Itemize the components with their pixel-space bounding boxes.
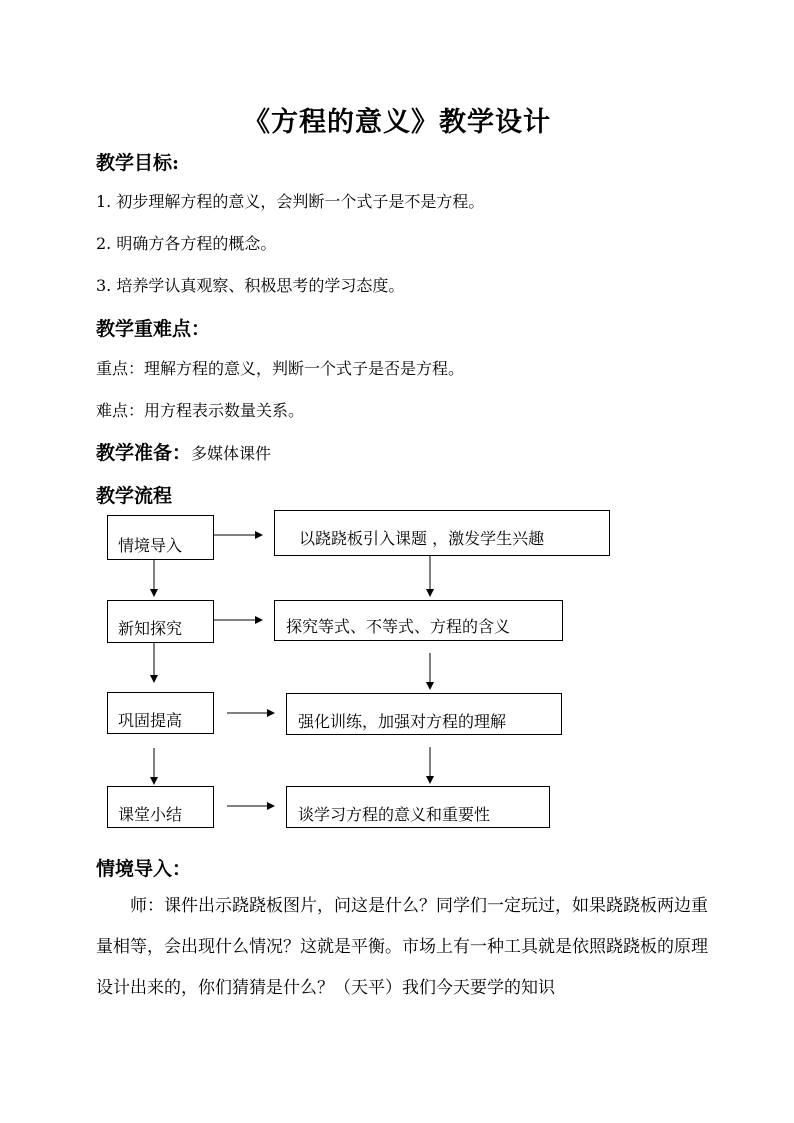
flow-heading: 教学流程	[96, 485, 173, 507]
flow-stage-box-2	[107, 600, 214, 643]
flow-stage-box-4	[107, 786, 214, 828]
flow-stage-label-2: 新知探究	[118, 619, 183, 638]
objectives-heading: 教学目标:	[96, 152, 180, 174]
preparation-line	[96, 438, 271, 465]
flow-stage-box-3	[107, 692, 214, 734]
intro-heading: 情境导入：	[96, 858, 192, 880]
preparation-value: 多媒体课件	[191, 444, 272, 463]
page-title: 《方程的意义》教学设计	[243, 107, 551, 138]
key-point-focus: 重点：理解方程的意义，判断一个式子是否是方程。	[96, 359, 465, 378]
flow-desc-box-1	[274, 510, 610, 556]
flow-stage-label-3: 巩固提高	[118, 711, 183, 730]
flow-desc-label-1: 以跷跷板引入课题 ，激发学生兴趣	[299, 529, 545, 548]
flow-desc-box-4	[286, 786, 550, 828]
preparation-heading: 教学准备：	[96, 442, 192, 464]
flow-desc-label-4: 谈学习方程的意义和重要性	[298, 805, 491, 824]
objective-item-2: 2. 明确方各方程的概念。	[96, 234, 277, 253]
key-points-heading: 教学重难点：	[96, 318, 211, 340]
flow-desc-box-2	[274, 600, 563, 641]
key-point-difficulty: 难点：用方程表示数量关系。	[96, 401, 305, 420]
flow-desc-box-3	[286, 693, 562, 735]
objective-item-1: 1. 初步理解方程的意义，会判断一个式子是不是方程。	[96, 192, 485, 211]
flow-desc-label-2: 探究等式、不等式、方程的含义	[286, 617, 511, 636]
flow-desc-label-3: 强化训练，加强对方程的理解	[298, 712, 507, 731]
objective-item-3: 3. 培养学认真观察、积极思考的学习态度。	[96, 276, 405, 295]
intro-paragraph: 师：课件出示跷跷板图片，问这是什么？同学们一定玩过，如果跷跷板两边重量相等，会出现什么情况？这就是平衡。市场上有一种工具就是依照跷跷板的原理设计出来的，你们猜猜是什么？（天平）我们今天要学的知识	[96, 896, 708, 998]
flow-stage-label-1: 情境导入	[118, 536, 183, 555]
flow-stage-box-1	[107, 515, 214, 560]
flow-stage-label-4: 课堂小结	[118, 805, 183, 824]
